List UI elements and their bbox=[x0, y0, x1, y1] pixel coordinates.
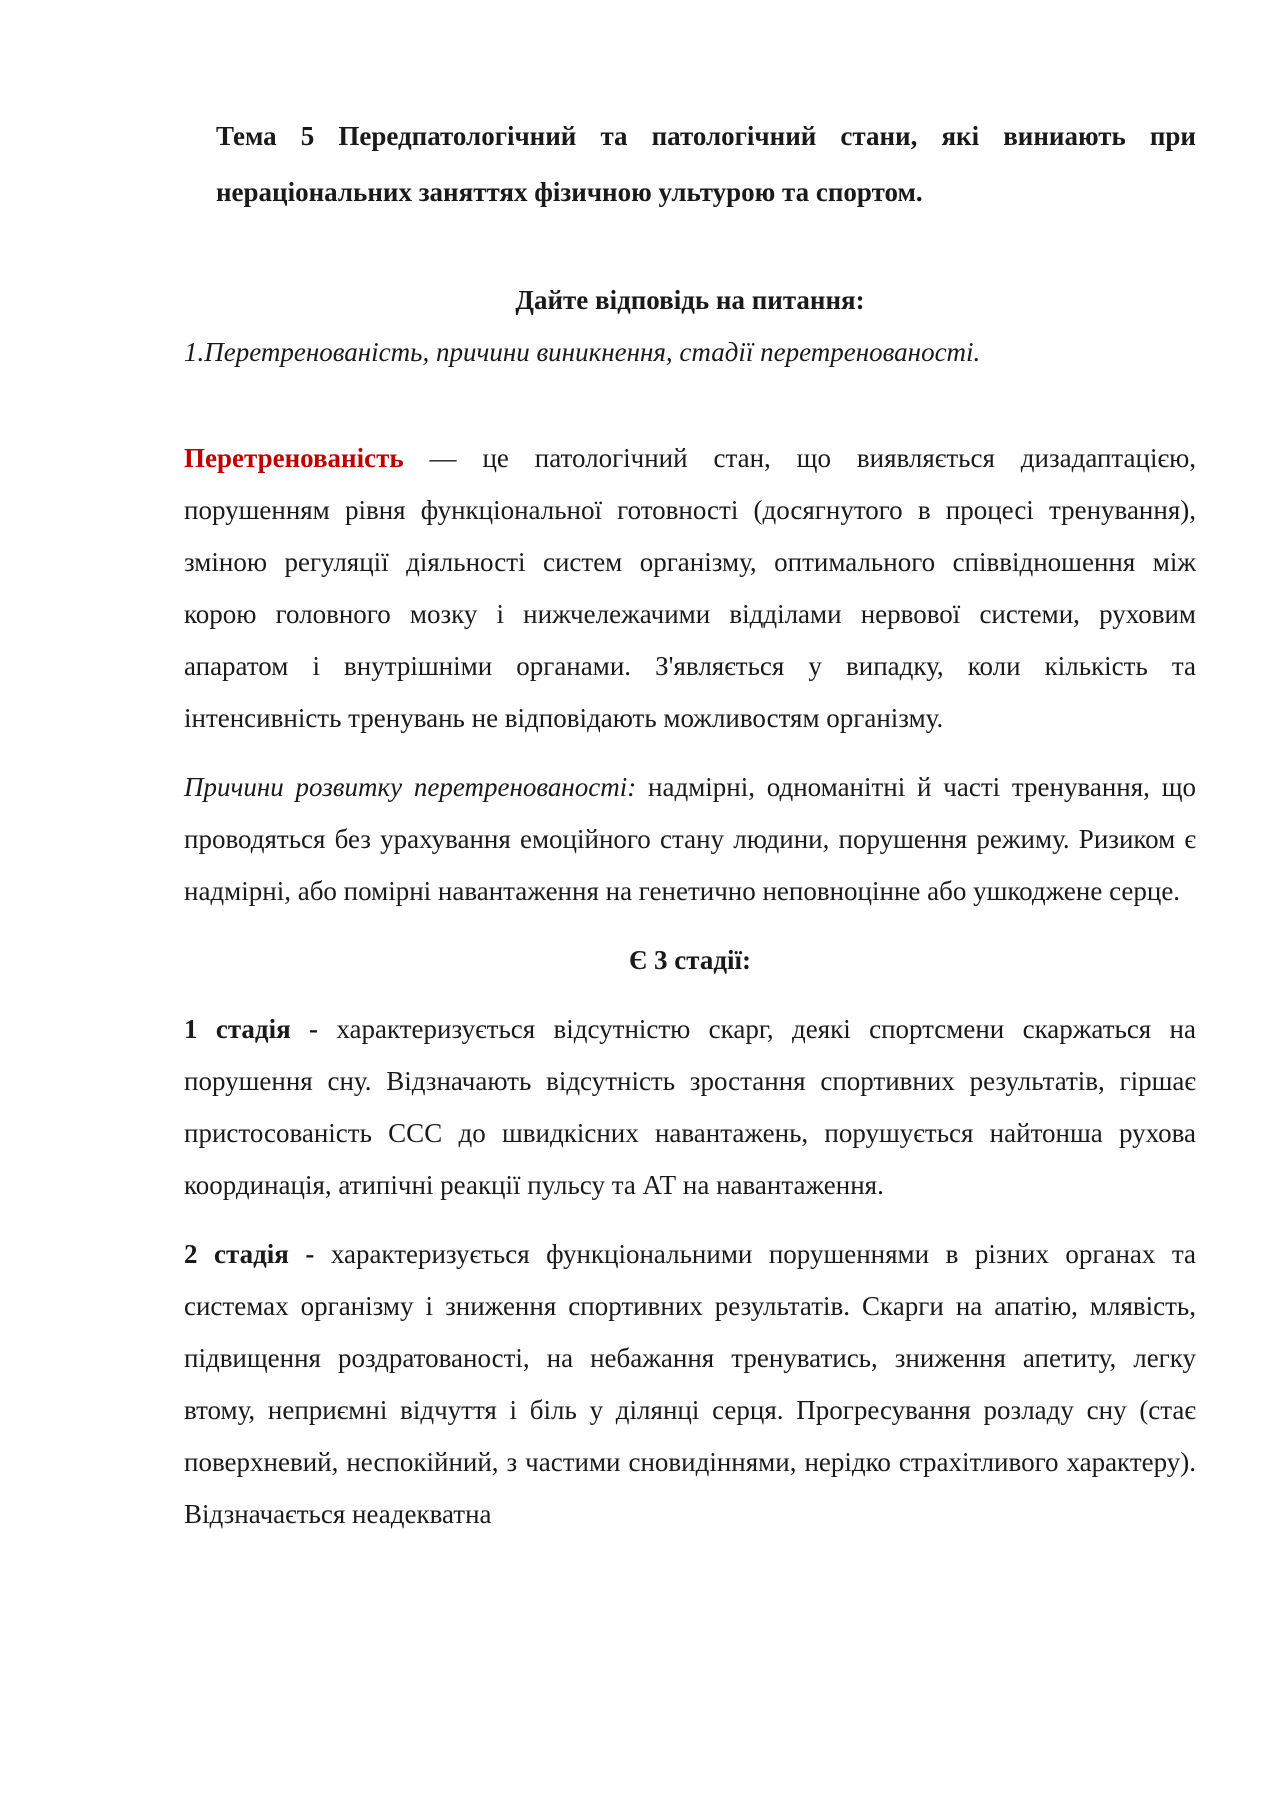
answer-prompt-heading: Дайте відповідь на питання: bbox=[515, 285, 865, 315]
stages-heading: Є 3 стадії: bbox=[628, 945, 752, 975]
causes-text: надмірні, одноманітні й часті тренування, що проводяться без урахування емоційного стану людини, порушення режиму. Ризиком є надмірні, або помірні навантаження на генетично неповноцінне або ушкоджене серце. bbox=[184, 772, 1196, 906]
question-1: 1.Перетренованість, причини виникнення, стадії перетренованості. bbox=[184, 337, 981, 367]
stage-1-label: 1 стадія - bbox=[184, 1014, 319, 1044]
document-page bbox=[184, 108, 1196, 1540]
causes-paragraph bbox=[184, 761, 1196, 917]
stage-1-paragraph bbox=[184, 1003, 1196, 1211]
definition-term: Перетренованість bbox=[184, 443, 404, 473]
stage-2-text: характеризується функціональними порушеннями в різних органах та системах організму і зниження спортивних результатів. Скарги на апатію, млявість, підвищення роздратованості, на небажання тренуватись, зниження апетиту, легку втому, неприємні відчуття і біль у ділянці серця. Прогресування розладу сну (стає поверхневий, неспокійний, з частими сновидіннями, нерідко страхітливого характеру). Відзначається неадекватна bbox=[184, 1239, 1196, 1529]
topic-title: Тема 5 Передпатологічний та патологічний стани, які виниають при нераціональних заняттях фізичною ультурою та спортом. bbox=[216, 121, 1196, 207]
definition-text: — це патологічний стан, що виявляється дизадаптацією, порушенням рівня функціональної готовності (досягнутого в процесі тренування), зміною регуляції діяльності систем організму, оптимального співвідношення між корою головного мозку і нижчележачими відділами нервової системи, руховим апаратом і внутрішніми органами. З'являється у випадку, коли кількість та інтенсивність тренувань не відповідають можливостям організму. bbox=[184, 443, 1196, 733]
causes-label: Причини розвитку перетренованості: bbox=[184, 772, 637, 802]
stage-2-paragraph bbox=[184, 1228, 1196, 1540]
stage-2-label: 2 стадія - bbox=[184, 1239, 315, 1269]
definition-paragraph bbox=[184, 432, 1196, 744]
stage-1-text: характеризується відсутністю скарг, деякі спортсмени скаржаться на порушення сну. Відзначають відсутність зростання спортивних результатів, гіршає пристосованість ССС до швидкісних навантажень, порушується найтонша рухова координація, атипічні реакції пульсу та АТ на навантаження. bbox=[184, 1014, 1196, 1200]
